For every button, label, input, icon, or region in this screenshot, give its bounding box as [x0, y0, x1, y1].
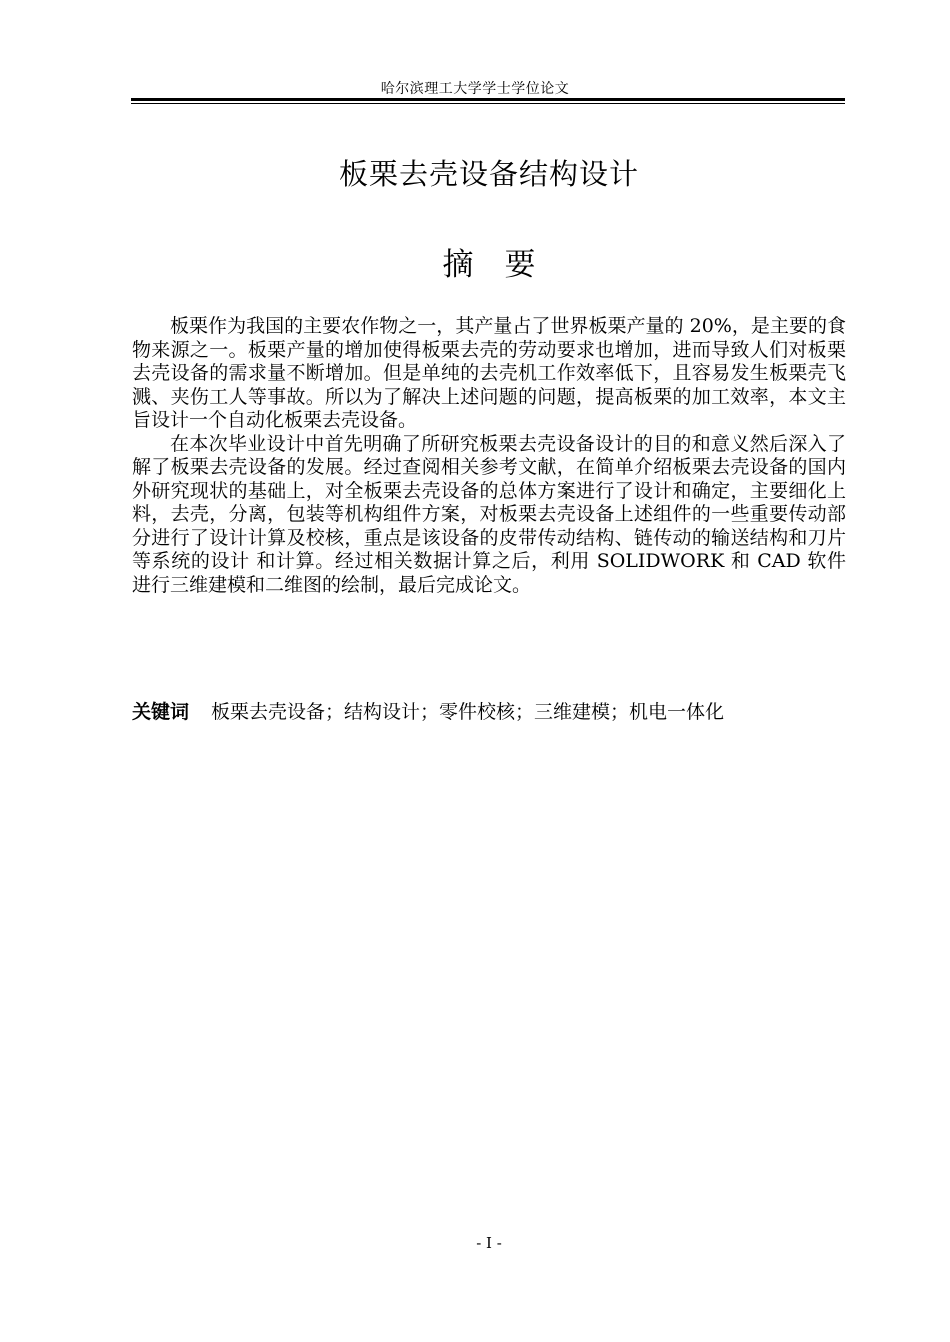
keywords-label: 关键词: [132, 701, 190, 723]
running-header: 哈尔滨理工大学学士学位论文: [380, 81, 570, 97]
abstract-paragraph-1: 板栗作为我国的主要农作物之一，其产量占了世界板栗产量的 20%，是主要的食物来源之一。板栗产量的增加使得板栗去壳的劳动要求也增加，进而导致人们对板栗去壳设备的需求量不断增加。但是单纯的去壳机工作效率低下，且容易发生板栗壳飞溅、夹伤工人等事故。所以为了解决上述问题的问题，提高板栗的加工效率，本文主旨设计一个自动化板栗去壳设备。: [132, 315, 846, 431]
abstract-heading: 摘 要: [442, 247, 536, 283]
header-rule-thick: [131, 98, 845, 101]
abstract-paragraph-2: 在本次毕业设计中首先明确了所研究板栗去壳设备设计的目的和意义然后深入了解了板栗去壳设备的发展。经过查阅相关参考文献，在简单介绍板栗去壳设备的国内外研究现状的基础上，对全板栗去壳设备的总体方案进行了设计和确定，主要细化上料，去壳，分离，包装等机构组件方案，对板栗去壳设备上述组件的一些重要传动部分进行了设计计算及校核，重点是该设备的皮带传动结构、链传动的输送结构和刀片等系统的设计 和计算。经过相关数据计算之后，利用 SOLIDWORK 和 CAD 软件进行三维建模和二维图的绘制，最后完成论文。: [132, 432, 846, 596]
thesis-title: 板栗去壳设备结构设计: [338, 157, 639, 191]
page-number: - I -: [476, 1234, 502, 1252]
header-rule-thin: [131, 103, 845, 104]
keywords-text: 板栗去壳设备；结构设计；零件校核；三维建模；机电一体化: [211, 701, 725, 723]
keywords-line: [132, 700, 846, 724]
abstract-body: [132, 315, 846, 597]
